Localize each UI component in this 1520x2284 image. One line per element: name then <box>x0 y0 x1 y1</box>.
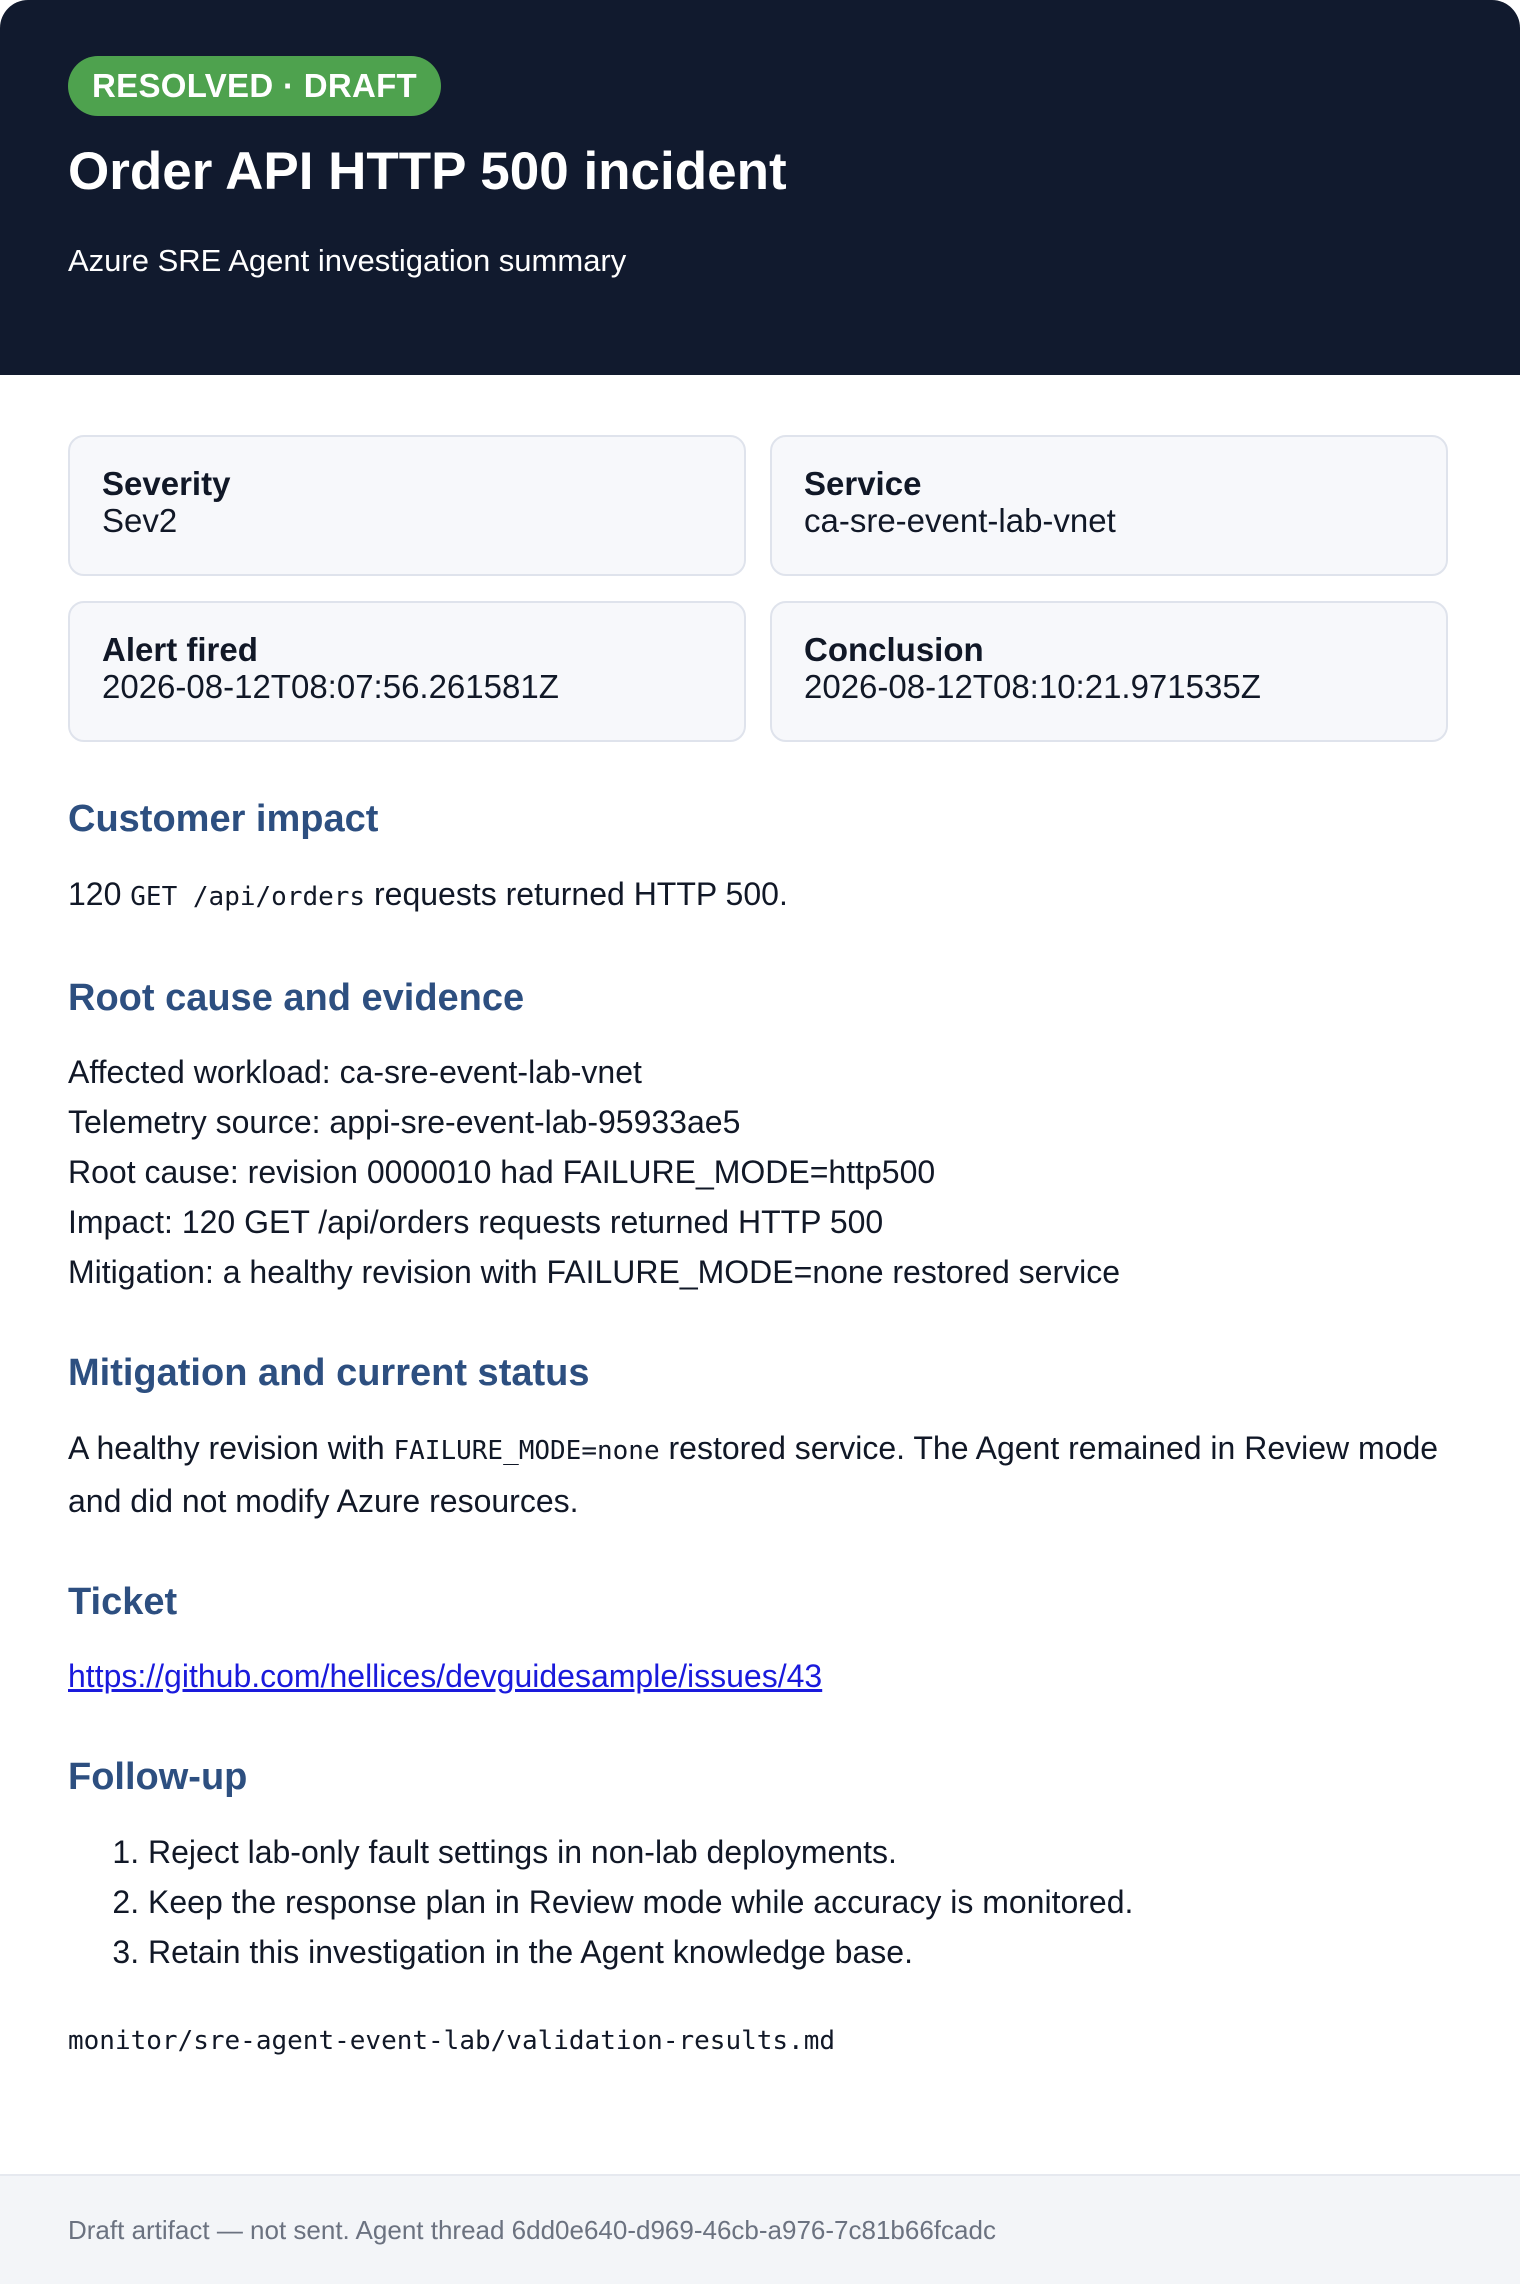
list-item: 2. Keep the response plan in Review mode while accuracy is monitored. <box>148 1877 1452 1927</box>
customer-impact-section <box>68 797 1452 922</box>
page-title: Order API HTTP 500 incident <box>68 142 787 201</box>
followup-list <box>68 1827 1452 1977</box>
failure-mode-code: FAILURE_MODE=none <box>393 1435 660 1466</box>
customer-impact-heading: Customer impact <box>68 798 379 840</box>
mitigation-section <box>68 1351 1452 1526</box>
mitigation-text-after: restored service. The Agent remained in Review mode and did not modify Azure resources. <box>68 1429 1439 1519</box>
report-body <box>0 375 1520 2061</box>
validation-results-path: monitor/sre-agent-event-lab/validation-results.md <box>68 2025 836 2056</box>
mitigation-text-before: A healthy revision with <box>68 1429 385 1466</box>
mitigation-heading: Mitigation and current status <box>68 1352 590 1395</box>
alert-fired-tile <box>68 601 746 742</box>
evidence-line: Mitigation: a healthy revision with FAILURE_MODE=none restored service <box>68 1254 1121 1291</box>
service-tile <box>770 435 1448 576</box>
evidence-list <box>68 1047 1452 1297</box>
evidence-line: Impact: 120 GET /api/orders requests returned HTTP 500 <box>68 1204 884 1241</box>
evidence-line: Affected workload: ca-sre-event-lab-vnet <box>68 1054 642 1091</box>
impact-endpoint-code: GET /api/orders <box>130 881 366 912</box>
evidence-line: Root cause: revision 0000010 had FAILURE_MODE=http500 <box>68 1154 936 1191</box>
alert-fired-value: 2026-08-12T08:07:56.261581Z <box>102 667 559 705</box>
severity-value: Sev2 <box>102 501 178 539</box>
impact-text-after: requests returned HTTP 500. <box>373 875 788 912</box>
alert-fired-label: Alert fired <box>102 631 258 668</box>
status-badge: RESOLVED · DRAFT <box>68 56 441 116</box>
report-footer <box>0 2174 1520 2284</box>
customer-impact-text <box>68 869 1452 922</box>
page-subtitle: Azure SRE Agent investigation summary <box>68 242 627 278</box>
ticket-line <box>68 1651 1452 1701</box>
followup-heading: Follow-up <box>68 1756 248 1799</box>
service-value: ca-sre-event-lab-vnet <box>804 501 1116 539</box>
summary-grid <box>68 435 1452 742</box>
list-item: 3. Retain this investigation in the Agent knowledge base. <box>148 1927 1452 1977</box>
root-cause-section <box>68 976 1452 1298</box>
footer-text: Draft artifact — not sent. Agent thread 6dd0e640-d969-46cb-a976-7c81b66fcadc <box>68 2214 996 2245</box>
conclusion-tile <box>770 601 1448 742</box>
evidence-line: Telemetry source: appi-sre-event-lab-95933ae5 <box>68 1104 741 1141</box>
impact-count: 120 <box>68 875 122 912</box>
followup-section <box>68 1755 1452 2061</box>
conclusion-label: Conclusion <box>804 631 984 668</box>
severity-label: Severity <box>102 465 231 502</box>
ticket-section <box>68 1580 1452 1702</box>
severity-tile <box>68 435 746 576</box>
ticket-link[interactable]: https://github.com/hellices/devguidesample/issues/43 <box>68 1658 823 1695</box>
mitigation-text <box>68 1423 1452 1526</box>
conclusion-value: 2026-08-12T08:10:21.971535Z <box>804 667 1261 705</box>
root-cause-heading: Root cause and evidence <box>68 976 525 1019</box>
ticket-heading: Ticket <box>68 1580 178 1623</box>
report-header <box>0 0 1520 375</box>
service-label: Service <box>804 465 922 502</box>
list-item: 1. Reject lab-only fault settings in non-lab deployments. <box>148 1827 1452 1877</box>
